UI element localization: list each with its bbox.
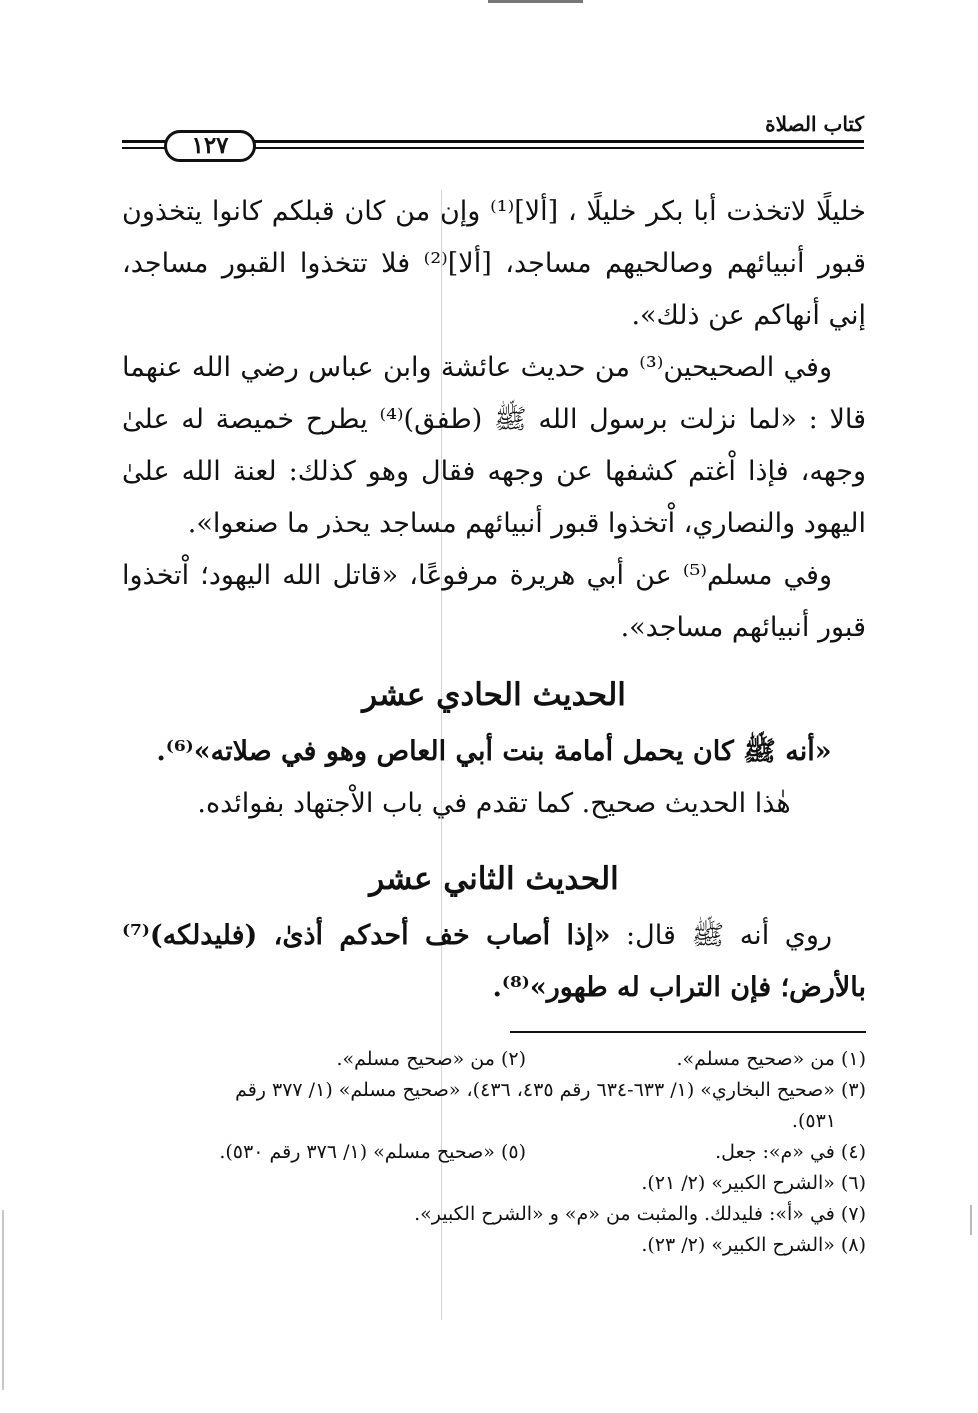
paragraph-1: خليلًا لاتخذت أبا بكر خليلًا ، [ألا]⁽¹⁾ وإن من كان قبلكم كانوا يتخذون قبور أنبيائهم وصالحيهم مساجد، [ألا]⁽²⁾ فلا تتخذوا القبور مساجد، إني أنهاكم عن ذلك».: [122, 196, 866, 331]
footnote-3: (٣) «صحيح البخاري» (١/ ٦٣٣-٦٣٤ رقم ٤٣٥، ٤٣٦)، «صحيح مسلم» (١/ ٣٧٧ رقم: [235, 1079, 866, 1101]
footnote-2: (٢) من «صحيح مسلم».: [336, 1048, 526, 1070]
hadith-11-comment: هٰذا الحديث صحيح. كما تقدم في باب الاْجتهاد بفوائده.: [197, 788, 791, 819]
heading-hadith-11: الحديث الحادي عشر: [362, 677, 626, 713]
main-text: [122, 186, 866, 1014]
hadith-12-text: «إذا أصاب خف أحدكم أذىٰ، (فليدلكه)⁽⁷⁾ بالأرض؛ فإن التراب له طهور»⁽⁸⁾.: [122, 920, 866, 1003]
footnote-4: (٤) في «م»: جعل.: [715, 1141, 866, 1163]
footnote-7: (٧) في «أ»: فليدلك. والمثبت من «م» و «الشرح الكبير».: [414, 1203, 866, 1225]
scan-left-edge: [2, 1210, 4, 1390]
footnote-row: [122, 1137, 866, 1168]
footnote-row: [122, 1044, 866, 1075]
running-header: [122, 110, 864, 160]
footnote-3-cont: ٥٣١).: [791, 1110, 836, 1132]
scan-top-mark: [488, 0, 583, 3]
chapter-title: كتاب الصلاة: [765, 112, 864, 136]
scan-right-edge: [970, 1205, 972, 1235]
hadith-12-intro: روي أنه ﷺ قال:: [610, 920, 832, 951]
paragraph-2: وفي الصحيحين⁽³⁾ من حديث عائشة وابن عباس رضي الله عنهما قالا : «لما نزلت برسول الله ﷺ (طفق)⁽⁴⁾ يطرح خميصة له علىٰ وجهه، فإذا اْغتم كشفها عن وجهه فقال وهو كذلك: لعنة الله علىٰ اليهود والنصاري، اْتخذوا قبور أنبيائهم مساجد يحذر ما صنعوا».: [122, 352, 866, 539]
hadith-12-paragraph: [122, 910, 866, 1014]
page-number: ١٢٧: [164, 130, 256, 162]
hadith-11-text: «أنه ﷺ كان يحمل أمامة بنت أبي العاص وهو في صلاته»⁽⁶⁾.: [156, 736, 832, 767]
footnote-6: (٦) «الشرح الكبير» (٢/ ٢١).: [641, 1172, 866, 1194]
footnotes: [122, 1044, 866, 1261]
heading-hadith-12: الحديث الثاني عشر: [369, 861, 619, 897]
footnote-5: (٥) «صحيح مسلم» (١/ ٣٧٦ رقم ٥٣٠).: [219, 1141, 526, 1163]
footnote-separator: [510, 1031, 866, 1033]
footnote-8: (٨) «الشرح الكبير» (٢/ ٢٣).: [641, 1234, 866, 1256]
paragraph-3: وفي مسلم⁽⁵⁾ عن أبي هريرة مرفوعًا، «قاتل الله اليهود؛ اْتخذوا قبور أنبيائهم مساجد».: [122, 560, 866, 643]
footnote-1: (١) من «صحيح مسلم».: [676, 1048, 866, 1070]
